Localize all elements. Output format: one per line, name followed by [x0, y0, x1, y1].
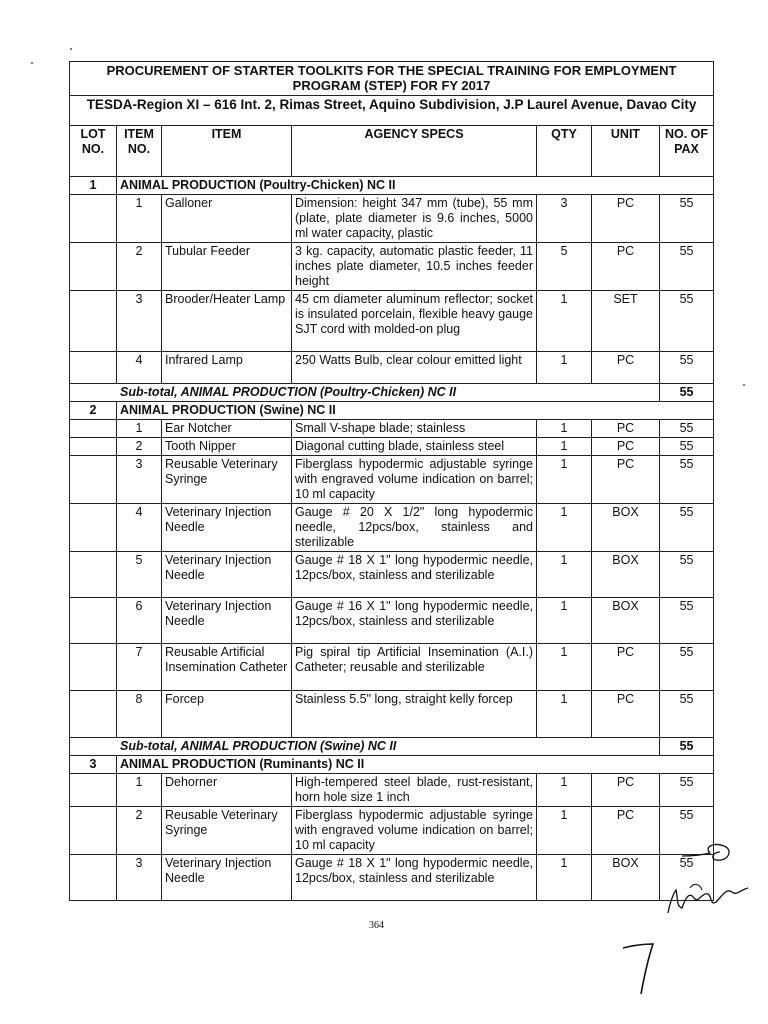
lot-name: ANIMAL PRODUCTION (Poultry-Chicken) NC II	[117, 177, 714, 195]
pax-cell: 55	[660, 644, 714, 691]
qty-cell: 1	[537, 456, 592, 504]
item-cell: Forcep	[162, 691, 292, 738]
scan-speck	[31, 62, 33, 64]
document-title: PROCUREMENT OF STARTER TOOLKITS FOR THE SPECIAL TRAINING FOR EMPLOYMENT PROGRAM (STEP) FOR FY 2017	[70, 62, 714, 96]
table-row	[70, 691, 714, 738]
qty-cell: 1	[537, 855, 592, 901]
lot-name: ANIMAL PRODUCTION (Swine) NC II	[117, 402, 714, 420]
unit-cell: PC	[592, 243, 660, 291]
item-cell: Dehorner	[162, 774, 292, 807]
spec-cell: Gauge # 20 X 1/2" long hypodermic needle, 12pcs/box, stainless and sterilizable	[292, 504, 537, 552]
unit-cell: BOX	[592, 855, 660, 901]
scan-speck	[70, 48, 72, 50]
item-no-cell: 7	[117, 644, 162, 691]
table-row	[70, 195, 714, 243]
qty-cell: 1	[537, 598, 592, 644]
item-cell: Reusable Veterinary Syringe	[162, 456, 292, 504]
table-row	[70, 552, 714, 598]
unit-cell: PC	[592, 352, 660, 384]
item-no-cell: 3	[117, 291, 162, 352]
table-row	[70, 291, 714, 352]
pax-cell: 55	[660, 438, 714, 456]
table-row	[70, 420, 714, 438]
header-qty: QTY	[537, 126, 592, 177]
unit-cell: BOX	[592, 552, 660, 598]
spec-cell: Stainless 5.5" long, straight kelly forcep	[292, 691, 537, 738]
qty-cell: 1	[537, 291, 592, 352]
item-no-cell: 5	[117, 552, 162, 598]
page-number: 364	[369, 920, 384, 931]
subtotal-row	[70, 738, 714, 756]
qty-cell: 1	[537, 691, 592, 738]
table-row	[70, 438, 714, 456]
spec-cell: Dimension: height 347 mm (tube), 55 mm (plate, plate diameter is 9.6 inches, 5000 ml water capacity, plastic	[292, 195, 537, 243]
unit-cell: PC	[592, 195, 660, 243]
pax-cell: 55	[660, 504, 714, 552]
subtotal-pax: 55	[660, 384, 714, 402]
spec-cell: Diagonal cutting blade, stainless steel	[292, 438, 537, 456]
handwritten-signature	[660, 878, 760, 923]
lot-cell	[70, 807, 117, 855]
spec-cell: Gauge # 18 X 1" long hypodermic needle, 12pcs/box, stainless and sterilizable	[292, 552, 537, 598]
unit-cell: PC	[592, 438, 660, 456]
spec-cell: Fiberglass hypodermic adjustable syringe with engraved volume indication on barrel; 10 ml capacity	[292, 807, 537, 855]
item-no-cell: 3	[117, 456, 162, 504]
subtotal-pax: 55	[660, 738, 714, 756]
pax-cell: 55	[660, 552, 714, 598]
pax-cell: 55	[660, 420, 714, 438]
pax-cell: 55	[660, 456, 714, 504]
spec-cell: 3 kg. capacity, automatic plastic feeder, 11 inches plate diameter, 10.5 inches feeder height	[292, 243, 537, 291]
item-cell: Ear Notcher	[162, 420, 292, 438]
spec-cell: High-tempered steel blade, rust-resistant, horn hole size 1 inch	[292, 774, 537, 807]
item-no-cell: 2	[117, 243, 162, 291]
table-row	[70, 807, 714, 855]
item-cell: Reusable Artificial Insemination Catheter	[162, 644, 292, 691]
lot-cell	[70, 504, 117, 552]
lot-cell	[70, 438, 117, 456]
lot-cell	[70, 774, 117, 807]
header-row	[70, 126, 714, 177]
lot-row	[70, 177, 714, 195]
qty-cell: 1	[537, 552, 592, 598]
lot-cell	[70, 598, 117, 644]
spec-cell: Pig spiral tip Artificial Insemination (A.I.) Catheter; reusable and sterilizable	[292, 644, 537, 691]
item-no-cell: 1	[117, 774, 162, 807]
qty-cell: 1	[537, 504, 592, 552]
qty-cell: 1	[537, 438, 592, 456]
item-cell: Galloner	[162, 195, 292, 243]
lot-cell	[70, 243, 117, 291]
spec-cell: 250 Watts Bulb, clear colour emitted light	[292, 352, 537, 384]
spec-cell: Gauge # 18 X 1" long hypodermic needle, 12pcs/box, stainless and sterilizable	[292, 855, 537, 901]
item-cell: Tooth Nipper	[162, 438, 292, 456]
pax-cell: 55	[660, 291, 714, 352]
item-cell: Tubular Feeder	[162, 243, 292, 291]
lot-number: 3	[70, 756, 117, 774]
item-no-cell: 4	[117, 504, 162, 552]
lot-number: 1	[70, 177, 117, 195]
spec-cell: Gauge # 16 X 1" long hypodermic needle, 12pcs/box, stainless and sterilizable	[292, 598, 537, 644]
item-no-cell: 1	[117, 420, 162, 438]
pax-cell: 55	[660, 855, 714, 901]
subtotal-label: Sub-total, ANIMAL PRODUCTION (Swine) NC II	[70, 738, 660, 756]
lot-cell	[70, 644, 117, 691]
lot-number: 2	[70, 402, 117, 420]
item-cell: Veterinary Injection Needle	[162, 855, 292, 901]
lot-cell	[70, 352, 117, 384]
scan-speck	[743, 384, 745, 386]
header-item: ITEM	[162, 126, 292, 177]
qty-cell: 5	[537, 243, 592, 291]
qty-cell: 1	[537, 352, 592, 384]
lot-cell	[70, 291, 117, 352]
unit-cell: PC	[592, 691, 660, 738]
lot-cell	[70, 456, 117, 504]
unit-cell: SET	[592, 291, 660, 352]
item-cell: Brooder/Heater Lamp	[162, 291, 292, 352]
item-cell: Infrared Lamp	[162, 352, 292, 384]
item-cell: Reusable Veterinary Syringe	[162, 807, 292, 855]
item-no-cell: 8	[117, 691, 162, 738]
header-lot-no: LOT NO.	[70, 126, 117, 177]
subtotal-label: Sub-total, ANIMAL PRODUCTION (Poultry-Chicken) NC II	[70, 384, 660, 402]
item-cell: Veterinary Injection Needle	[162, 552, 292, 598]
pax-cell: 55	[660, 352, 714, 384]
table-row	[70, 598, 714, 644]
item-no-cell: 6	[117, 598, 162, 644]
item-cell: Veterinary Injection Needle	[162, 504, 292, 552]
unit-cell: PC	[592, 774, 660, 807]
spec-cell: Fiberglass hypodermic adjustable syringe with engraved volume indication on barrel; 10 ml capacity	[292, 456, 537, 504]
qty-cell: 1	[537, 644, 592, 691]
lot-cell	[70, 691, 117, 738]
table-row	[70, 243, 714, 291]
item-no-cell: 1	[117, 195, 162, 243]
item-cell: Veterinary Injection Needle	[162, 598, 292, 644]
header-item-no: ITEM NO.	[117, 126, 162, 177]
lot-cell	[70, 420, 117, 438]
qty-cell: 1	[537, 807, 592, 855]
pax-cell: 55	[660, 195, 714, 243]
unit-cell: BOX	[592, 504, 660, 552]
handwritten-initial-mark	[680, 838, 750, 868]
table-row	[70, 456, 714, 504]
unit-cell: PC	[592, 420, 660, 438]
item-no-cell: 3	[117, 855, 162, 901]
pax-cell: 55	[660, 807, 714, 855]
header-agency-specs: AGENCY SPECS	[292, 126, 537, 177]
qty-cell: 1	[537, 420, 592, 438]
table-row	[70, 774, 714, 807]
qty-cell: 1	[537, 774, 592, 807]
item-no-cell: 4	[117, 352, 162, 384]
pax-cell: 55	[660, 774, 714, 807]
table-row	[70, 644, 714, 691]
procurement-table	[69, 61, 714, 901]
unit-cell: PC	[592, 807, 660, 855]
pax-cell: 55	[660, 598, 714, 644]
table-row	[70, 504, 714, 552]
subtotal-row	[70, 384, 714, 402]
header-no-of-pax: NO. OF PAX	[660, 126, 714, 177]
table-row	[70, 352, 714, 384]
spec-cell: 45 cm diameter aluminum reflector; socket is insulated porcelain, flexible heavy gauge SJT cord with molded-on plug	[292, 291, 537, 352]
qty-cell: 3	[537, 195, 592, 243]
header-unit: UNIT	[592, 126, 660, 177]
item-no-cell: 2	[117, 807, 162, 855]
item-no-cell: 2	[117, 438, 162, 456]
lot-cell	[70, 855, 117, 901]
document-address: TESDA-Region XI – 616 Int. 2, Rimas Street, Aquino Subdivision, J.P Laurel Avenue, Davao City	[70, 96, 714, 126]
pax-cell: 55	[660, 691, 714, 738]
lot-row	[70, 402, 714, 420]
lot-name: ANIMAL PRODUCTION (Ruminants) NC II	[117, 756, 714, 774]
table-row	[70, 855, 714, 901]
spec-cell: Small V-shape blade; stainless	[292, 420, 537, 438]
lot-row	[70, 756, 714, 774]
unit-cell: BOX	[592, 598, 660, 644]
unit-cell: PC	[592, 456, 660, 504]
lot-cell	[70, 195, 117, 243]
pax-cell: 55	[660, 243, 714, 291]
handwritten-number-mark	[615, 938, 665, 998]
lot-cell	[70, 552, 117, 598]
unit-cell: PC	[592, 644, 660, 691]
